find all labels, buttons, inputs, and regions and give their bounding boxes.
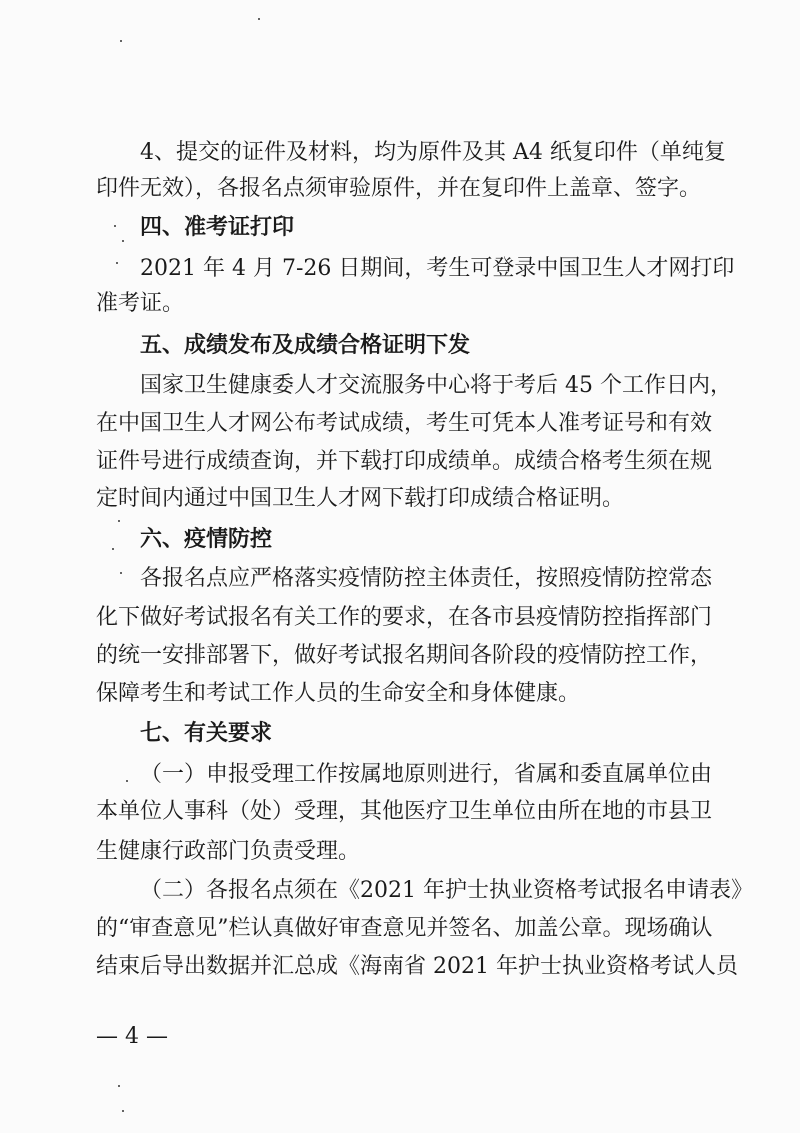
scan-speck: [120, 40, 122, 42]
section-heading: 五、成绩发布及成绩合格证明下发: [140, 333, 471, 358]
paragraph-line: 定时间内通过中国卫生人才网下载打印成绩合格证明。: [96, 486, 625, 511]
page-number: — 4 —: [96, 1024, 168, 1049]
section-heading: 七、有关要求: [140, 721, 273, 746]
paragraph-line: 印件无效），各报名点须审验原件，并在复印件上盖章、签字。: [96, 176, 702, 201]
paragraph-line: 国家卫生健康委人才交流服务中心将于考后 45 个工作日内，: [140, 373, 732, 398]
paragraph-line: 在中国卫生人才网公布考试成绩，考生可凭本人准考证号和有效: [96, 411, 713, 436]
scan-speck: [116, 262, 118, 264]
paragraph-line: 证件号进行成绩查询，并下载打印成绩单。成绩合格考生须在规: [96, 449, 713, 474]
paragraph-line: 化下做好考试报名有关工作的要求，在各市县疫情防控指挥部门: [96, 605, 713, 630]
scan-speck: [126, 780, 128, 782]
paragraph-line: （一）申报受理工作按属地原则进行，省属和委直属单位由: [140, 762, 713, 787]
paragraph-line: 的统一安排部署下，做好考试报名期间各阶段的疫情防控工作，: [96, 643, 713, 668]
scan-speck: [114, 225, 116, 227]
paragraph-line: 各报名点应严格落实疫情防控主体责任，按照疫情防控常态: [140, 566, 713, 591]
scan-speck: [118, 520, 120, 522]
section-heading: 四、准考证打印: [140, 215, 295, 240]
scan-speck: [118, 1085, 120, 1087]
scan-speck: [122, 1110, 124, 1112]
scan-speck: [258, 18, 260, 20]
paragraph-line: 准考证。: [96, 291, 185, 316]
paragraph-line: 保障考生和考试工作人员的生命安全和身体健康。: [96, 681, 581, 706]
paragraph-line: 本单位人事科（处）受理，其他医疗卫生单位由所在地的市县卫: [96, 799, 713, 824]
paragraph-line: 2021 年 4 月 7-26 日期间，考生可登录中国卫生人才网打印: [140, 256, 735, 281]
scan-speck: [112, 548, 114, 550]
paragraph-line: 生健康行政部门负责受理。: [96, 839, 361, 864]
scan-speck: [122, 240, 124, 242]
paragraph-line: 4、提交的证件及材料，均为原件及其 A4 纸复印件（单纯复: [140, 140, 726, 165]
paragraph-line: 结束后导出数据并汇总成《海南省 2021 年护士执业资格考试人员: [96, 954, 738, 979]
scan-speck: [120, 572, 122, 574]
section-heading: 六、疫情防控: [140, 527, 273, 552]
paragraph-line: （二）各报名点须在《2021 年护士执业资格考试报名申请表》: [140, 878, 753, 903]
paragraph-line: 的“审查意见”栏认真做好审查意见并签名、加盖公章。现场确认: [96, 916, 713, 941]
